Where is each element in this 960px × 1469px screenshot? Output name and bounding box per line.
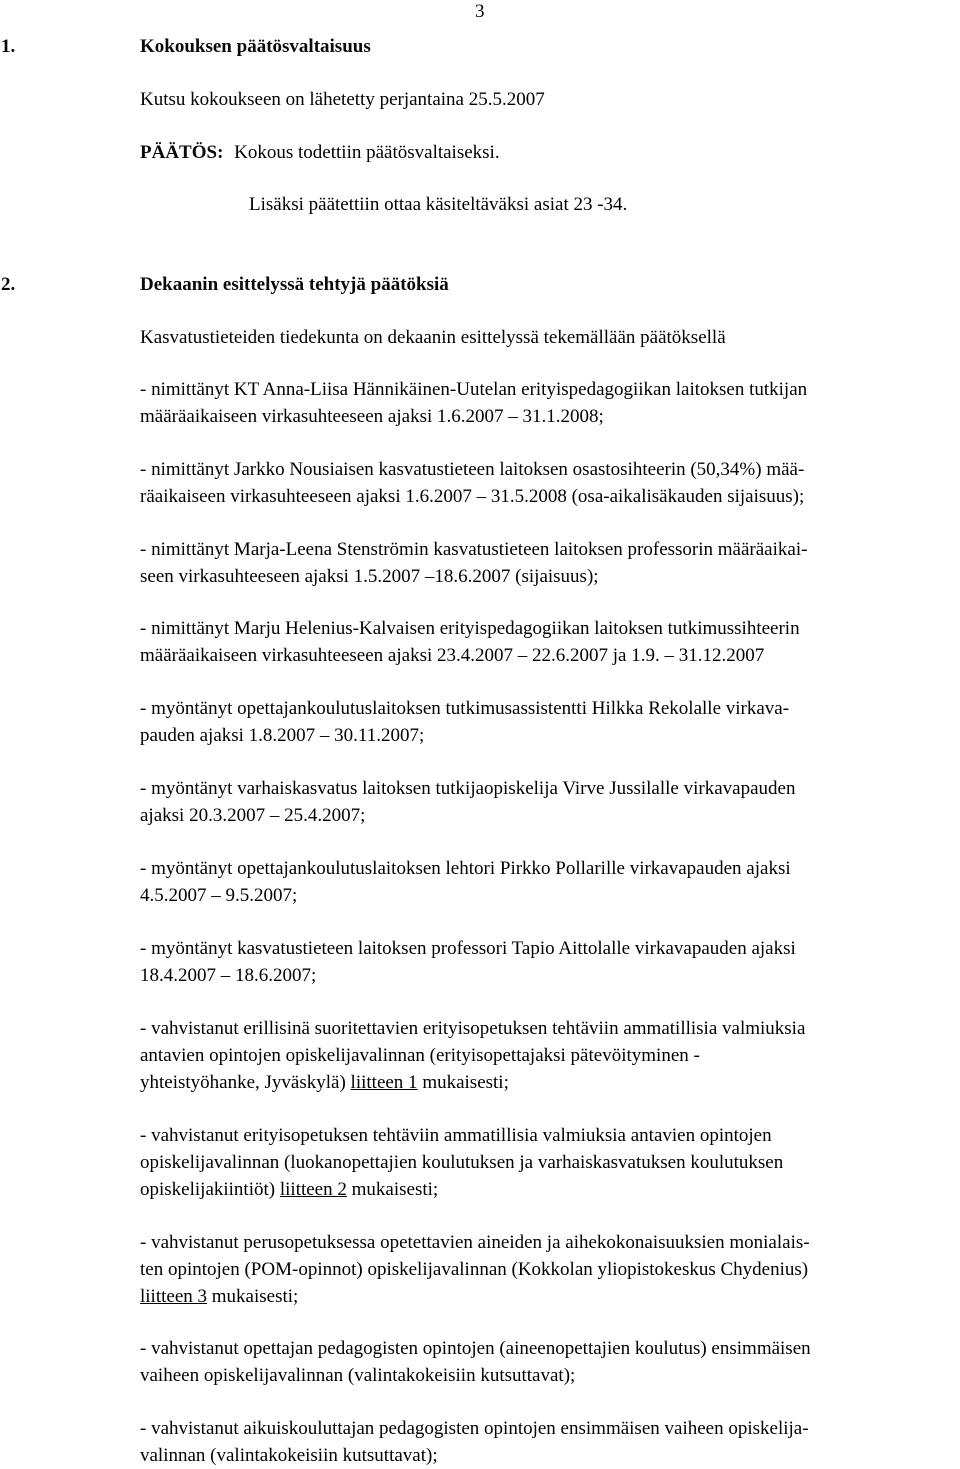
item-line: - myöntänyt opettajankoulutuslaitoksen tutkimusassistentti Hilkka Rekolalle virkava- <box>140 698 790 719</box>
section-1-number: 1. <box>1 36 16 57</box>
item-line: pauden ajaksi 1.8.2007 – 30.11.2007; <box>140 725 425 746</box>
attachment-2-link[interactable]: liitteen 2 <box>279 1179 347 1200</box>
item-line <box>140 1069 955 1096</box>
item-line: - vahvistanut perusopetuksessa opetettavien aineiden ja aihekokonaisuuksien monialais- <box>140 1232 810 1253</box>
item-line: - myöntänyt kasvatustieteen laitoksen professori Tapio Aittolalle virkavapauden ajaksi <box>140 938 796 959</box>
item-line: ajaksi 20.3.2007 – 25.4.2007; <box>140 805 366 826</box>
item-line: valinnan (valintakokeisiin kutsuttavat); <box>140 1445 438 1466</box>
item-line: - vahvistanut aikuiskouluttajan pedagogisten opintojen ensimmäisen vaiheen opiskelija- <box>140 1418 809 1439</box>
decision-item <box>140 935 955 989</box>
section-2-number: 2. <box>1 274 16 295</box>
confirmation-item <box>140 1122 955 1203</box>
line-text: opiskelijakiintiöt) <box>140 1179 280 1200</box>
line-text: yhteistyöhanke, Jyväskylä) <box>140 1072 351 1093</box>
item-line: ten opintojen (POM-opinnot) opiskelijavalinnan (Kokkolan yliopistokeskus Chydenius) <box>140 1259 809 1280</box>
confirmation-item <box>140 1229 955 1310</box>
decision-item <box>140 775 955 829</box>
line-text: mukaisesti; <box>207 1286 299 1307</box>
item-line: - nimittänyt Jarkko Nousiaisen kasvatustieteen laitoksen osastosihteerin (50,34%) mää- <box>140 459 805 480</box>
confirmation-item <box>140 1415 955 1469</box>
confirmation-item <box>140 1015 955 1096</box>
decision-label: PÄÄTÖS: <box>140 142 224 163</box>
item-line: - vahvistanut opettajan pedagogisten opintojen (aineenopettajien koulutus) ensimmäisen <box>140 1338 811 1359</box>
item-line: - vahvistanut erillisinä suoritettavien erityisopetuksen tehtäviin ammatillisia valmiuksia <box>140 1018 806 1039</box>
item-line: - myöntänyt opettajankoulutuslaitoksen lehtori Pirkko Pollarille virkavapauden ajaksi <box>140 858 791 879</box>
decision-item <box>140 695 955 749</box>
decision-item <box>140 615 955 669</box>
item-line <box>140 1283 955 1310</box>
item-line: - myöntänyt varhaiskasvatus laitoksen tutkijaopiskelija Virve Jussilalle virkavapauden <box>140 778 796 799</box>
decision-text: Kokous todettiin päätösvaltaiseksi. <box>234 142 500 163</box>
item-line: opiskelijavalinnan (luokanopettajien koulutuksen ja varhaiskasvatuksen koulutuksen <box>140 1152 784 1173</box>
section-1-invitation: Kutsu kokoukseen on lähetetty perjantaina 25.5.2007 <box>140 89 545 110</box>
item-line: 4.5.2007 – 9.5.2007; <box>140 885 298 906</box>
section-1-extra: Lisäksi päätettiin ottaa käsiteltäväksi asiat 23 -34. <box>249 194 628 215</box>
item-line: 18.4.2007 – 18.6.2007; <box>140 965 317 986</box>
line-text: mukaisesti; <box>346 1179 439 1200</box>
item-line <box>140 1176 955 1203</box>
decision-item <box>140 536 955 590</box>
item-line: vaiheen opiskelijavalinnan (valintakokeisiin kutsuttavat); <box>140 1365 576 1386</box>
decision-item <box>140 456 955 510</box>
section-1-title: Kokouksen päätösvaltaisuus <box>140 36 371 57</box>
item-line: - vahvistanut erityisopetuksen tehtäviin ammatillisia valmiuksia antavien opintojen <box>140 1125 772 1146</box>
section-1-decision <box>140 143 500 162</box>
decision-item <box>140 376 955 430</box>
decision-item <box>140 855 955 909</box>
item-line: seen virkasuhteeseen ajaksi 1.5.2007 –18.6.2007 (sijaisuus); <box>140 566 599 587</box>
item-line: - nimittänyt KT Anna-Liisa Hännikäinen-Uutelan erityispedagogiikan laitoksen tutkijan <box>140 379 808 400</box>
item-line: antavien opintojen opiskelijavalinnan (erityisopettajaksi pätevöityminen - <box>140 1045 700 1066</box>
item-line: määräaikaiseen virkasuhteeseen ajaksi 1.6.2007 – 31.1.2008; <box>140 406 604 427</box>
item-line: - nimittänyt Marja-Leena Stenströmin kasvatustieteen laitoksen professorin määräaikai- <box>140 539 808 560</box>
item-line: määräaikaiseen virkasuhteeseen ajaksi 23.4.2007 – 22.6.2007 ja 1.9. – 31.12.2007 <box>140 645 765 666</box>
page-number: 3 <box>475 1 485 22</box>
line-text: mukaisesti; <box>417 1072 509 1093</box>
attachment-1-link[interactable]: liitteen 1 <box>350 1072 418 1093</box>
confirmation-item <box>140 1335 955 1389</box>
item-line: räaikaiseen virkasuhteeseen ajaksi 1.6.2007 – 31.5.2008 (osa-aikalisäkauden sijaisuus); <box>140 486 805 507</box>
section-2-intro: Kasvatustieteiden tiedekunta on dekaanin esittelyssä tekemällään päätöksellä <box>140 327 726 348</box>
attachment-3-link[interactable]: liitteen 3 <box>140 1286 208 1307</box>
item-line: - nimittänyt Marju Helenius-Kalvaisen erityispedagogiikan laitoksen tutkimussihteerin <box>140 618 800 639</box>
section-2-title: Dekaanin esittelyssä tehtyjä päätöksiä <box>140 274 449 295</box>
